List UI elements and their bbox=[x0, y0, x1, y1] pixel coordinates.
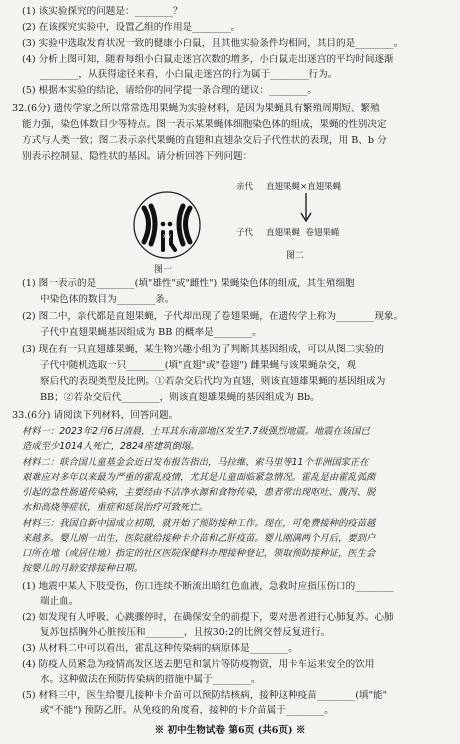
page-footer: ※ 初中生物试卷 第6页 (共6页) ※ bbox=[154, 725, 306, 736]
q32-stem-4: 别表示控制显、隐性状的基因。请分析回答下列问题： bbox=[22, 151, 253, 162]
parent-label: 亲代 bbox=[236, 182, 254, 192]
q32-item-1-cont: 中染色体的数目为________条。 bbox=[40, 294, 175, 305]
arrow-down-icon bbox=[296, 193, 316, 223]
q33-material-3: 材料三：我国自新中国成立初期，就开始了预防接种工作。现在，可免费接种的疫苗越 bbox=[22, 518, 376, 529]
cross-diagram bbox=[236, 178, 376, 260]
q32-item-3-cont-2: 察后代的表现类型及比例。①若杂交后代均为直翅，则该直翅雄果蝇的基因组成为 bbox=[40, 376, 386, 387]
q31-item-2: (2) 在该探究实验中，设置乙组的作用是________。 bbox=[22, 22, 241, 33]
fig1-caption: 图一 bbox=[154, 265, 173, 275]
parent-cross: 直翅果蝇×直翅果蝇 bbox=[266, 182, 342, 192]
q32-item-2: (2) 图二中，亲代都是直翅果蝇，子代却出现了卷翅果蝇，在遗传学上称为________现象。 bbox=[22, 311, 404, 322]
q31-item-4-cont: ________，从获得途径来看，小白鼠走迷宫的行为属于________行为。 bbox=[40, 69, 338, 80]
q33-material-3-cont-2: 口所在地（或居住地）指定的社区医院保健科办理接种登记，领取预防接种证，医生会 bbox=[22, 548, 376, 559]
q33-material-2-cont-1: 艰难应对多年以来最为严重的霍乱疫情，尤其是儿童面临紧急情况。霍乱是由霍乱弧菌 bbox=[22, 472, 376, 483]
q33-item-5: (5) 材料三中，医生给婴儿接种卡介苗可以预防结核病，接种这种疫苗________(填"能" bbox=[22, 690, 387, 701]
q32-stem-3: 方式与人类一致；图二表示亲代果蝇的直翅和直翅杂交后子代性状的表现，用 B、b 分 bbox=[22, 135, 387, 146]
q33-material-1: 材料一：2023年2月6日清晨，土耳其东南部地区发生7.7级强烈地震。地震在该国已 bbox=[22, 426, 370, 437]
q31-item-4: (4) 分析上图可知，随着每组小白鼠走迷宫次数的增多，小白鼠走出迷宫的平均时间逐渐 bbox=[22, 54, 394, 65]
q31-item-5: (5) 根据本实验的结论，请给你的同学提一条合理的建议：________。 bbox=[22, 85, 317, 96]
q33-item-4: (4) 防疫人员紧急为疫情高发区送去肥皂和氯片等防疫物资，用卡车运来安全的饮用 bbox=[22, 659, 375, 670]
q33-item-5-cont: 或"不能") 预防乙肝。从免疫的角度看，接种的卡介苗属于________。 bbox=[40, 705, 334, 716]
q33-material-3-cont-3: 按婴儿的月龄安排接种日期。 bbox=[22, 563, 143, 574]
child-traits: 直翅果蝇 卷翅果蝇 bbox=[266, 228, 340, 238]
q32-stem-2: 能力强，染色体数目少等特点。图一表示某果蝇体细胞染色体的组成，果蝇的性别决定 bbox=[22, 119, 387, 130]
q31-item-3: (3) 实验中选取发育状况一致的健康小白鼠，且其他实验条件均相同，其目的是________。 bbox=[22, 38, 404, 49]
xy-label: X Y bbox=[162, 234, 172, 240]
chromosome-diagram bbox=[126, 190, 208, 260]
q33-material-2: 材料二：联合国儿童基金会近日发布报告指出，马拉维、索马里等11个非洲国家正在 bbox=[22, 457, 369, 468]
q32-item-3-cont-3: BB；②若杂交后代________，则该直翅雄果蝇的基因组成为 Bb。 bbox=[40, 392, 320, 403]
q33-material-3-cont-1: 来越多。婴儿刚一出生，医院就给接种卡介苗和乙肝疫苗。婴儿刚满两个月后，要到户 bbox=[22, 533, 376, 544]
q33-item-2-cont: 复苏包括胸外心脏按压和________，且按30:2的比例交替反复进行。 bbox=[40, 627, 331, 638]
q33-material-1-cont: 造成至少1014人死亡，2824座建筑倒塌。 bbox=[22, 441, 200, 452]
q33-item-4-cont: 水。这种做法在预防传染病的措施中属于________。 bbox=[40, 674, 261, 685]
q32-item-3-cont-1: 子代中随机选取一只________(填"直翅"或"卷翅") 雌果蝇与该果蝇杂交，观 bbox=[40, 360, 356, 371]
fig2-caption: 图二 bbox=[286, 251, 305, 261]
q33-item-1: (1) 地震中某人下肢受伤，伤口连续不断流出暗红色血液，急救时应指压伤口的________ bbox=[22, 581, 394, 592]
q32-stem-1: 32.(6分) 遗传学家之所以常常选用果蝇为实验材料，是因为果蝇具有繁殖周期短、繁殖 bbox=[12, 103, 380, 114]
q33-material-2-cont-2: 引起的急性肠道传染病，主要经由不洁净水源和食物传染，患者常出现呕吐、腹泻、脱 bbox=[22, 487, 376, 498]
child-label: 子代 bbox=[236, 228, 254, 238]
q33-item-3: (3) 从材料二中可以看出，霍乱这种传染病的病原体是________。 bbox=[22, 643, 298, 654]
q33-stem: 33.(6分) 请阅读下列材料，回答问题。 bbox=[12, 410, 179, 421]
q33-material-2-cont-3: 水和高烧等症状，重症和延误治疗可致死亡。 bbox=[22, 502, 208, 513]
q32-item-2-cont: 子代中直翅果蝇基因组成为 BB 的概率是________。 bbox=[40, 327, 262, 338]
q33-item-2: (2) 如发现有人呼吸、心跳骤停时，在确保安全的前提下，要对患者进行心肺复苏。心肺 bbox=[22, 612, 394, 623]
q32-item-3: (3) 现在有一只直翅雄果蝇，某生物兴趣小组为了判断其基因组成，可以从图二实验的 bbox=[22, 344, 385, 355]
q32-item-1: (1) 图一表示的是________(填"雄性"或"雌性") 果蝇染色体的组成，其生殖细胞 bbox=[22, 278, 355, 289]
q33-item-1-cont: 端止血。 bbox=[40, 596, 79, 607]
q31-item-1: (1) 该实验探究的问题是：________？ bbox=[22, 6, 183, 17]
